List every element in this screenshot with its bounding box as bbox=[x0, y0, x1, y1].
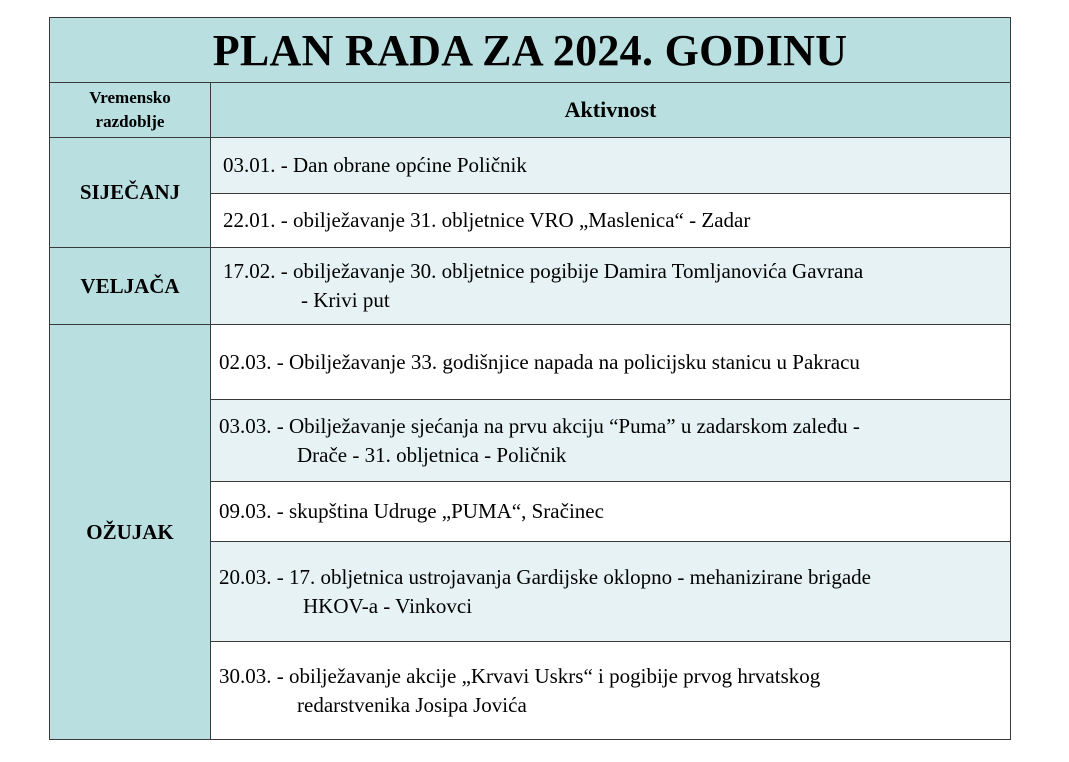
month-cell-mar: OŽUJAK bbox=[50, 325, 211, 740]
activity-line: redarstvenika Josipa Jovića bbox=[297, 692, 527, 717]
activity-row bbox=[211, 400, 1011, 482]
activity-line: 03.03. - Obilježavanje sjećanja na prvu akciju “Puma” u zadarskom zaleđu - bbox=[219, 413, 860, 438]
page-title: PLAN RADA ZA 2024. GODINU bbox=[50, 18, 1011, 83]
period-header-line1: Vremensko bbox=[89, 88, 171, 107]
month-cell-jan: SIJEČANJ bbox=[50, 138, 211, 248]
period-column-header bbox=[50, 83, 211, 138]
activity-row bbox=[211, 542, 1011, 642]
activity-row: 09.03. - skupština Udruge „PUMA“, Sračinec bbox=[211, 482, 1011, 542]
activity-row bbox=[211, 248, 1011, 325]
period-header-line2: razdoblje bbox=[95, 112, 165, 131]
activity-line: 30.03. - obilježavanje akcije „Krvavi Uskrs“ i pogibije prvog hrvatskog bbox=[219, 663, 821, 688]
activity-line: - Krivi put bbox=[301, 288, 390, 312]
activity-line: HKOV-a - Vinkovci bbox=[303, 593, 473, 618]
plan-table bbox=[49, 17, 1011, 740]
activity-row: 03.01. - Dan obrane općine Poličnik bbox=[211, 138, 1011, 194]
activity-line: Drače - 31. obljetnica - Poličnik bbox=[297, 442, 567, 467]
activity-column-header: Aktivnost bbox=[211, 83, 1011, 138]
activity-row: 22.01. - obilježavanje 31. obljetnice VRO „Maslenica“ - Zadar bbox=[211, 194, 1011, 248]
month-cell-feb: VELJAČA bbox=[50, 248, 211, 325]
activity-row: 02.03. - Obilježavanje 33. godišnjice napada na policijsku stanicu u Pakracu bbox=[211, 325, 1011, 400]
activity-line: 17.02. - obilježavanje 30. obljetnice pogibije Damira Tomljanovića Gavrana bbox=[223, 259, 864, 283]
activity-line: 20.03. - 17. obljetnica ustrojavanja Gardijske oklopno - mehanizirane brigade bbox=[219, 564, 871, 589]
activity-row bbox=[211, 642, 1011, 740]
